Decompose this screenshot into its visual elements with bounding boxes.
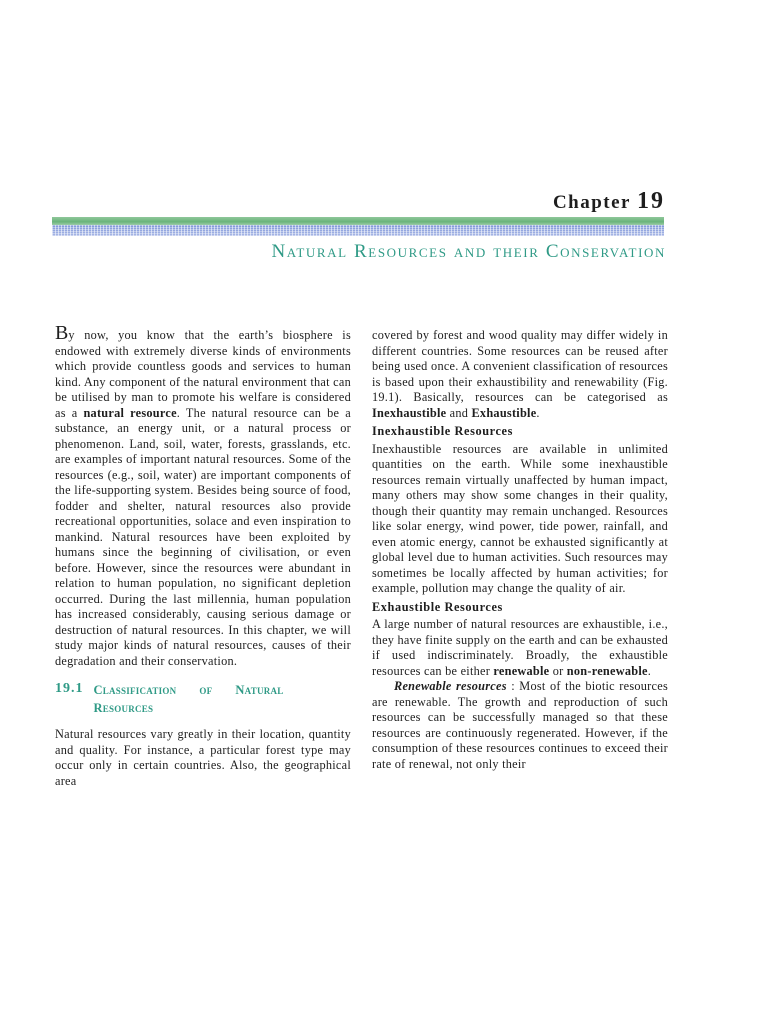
left-column	[55, 322, 351, 789]
chapter-banner-texture	[52, 225, 664, 236]
term-exhaustible: Exhaustible	[471, 405, 537, 420]
intro-paragraph	[55, 322, 351, 669]
renewable-paragraph	[372, 679, 668, 772]
chapter-label	[520, 188, 665, 215]
inexhaustible-paragraph: Inexhaustible resources are available in unlimited quantities on the earth. While some inexhaustible resources remain virtually unaffected by human impact, many others may show some changes in their quality, though their quantity may remain unchanged. Resources like solar energy, wind power, tide power, rainfall, and even atomic energy, cannot be exhausted significantly at global level due to human activities. Such resources may sometimes be locally affected by human activities; for example, pollution may change the quality of air.	[372, 441, 668, 595]
section-title: Classification of Natural Resources	[93, 683, 284, 715]
term-natural-resource: natural resource	[83, 405, 177, 420]
chapter-title: Natural Resources and their Conservation	[271, 241, 666, 262]
section-paragraph: Natural resources vary greatly in their location, quantity and quality. For instance, a particular forest type may occur only in certain countries. Also, the geographical area	[55, 727, 351, 788]
sentence-end: .	[536, 405, 540, 420]
section-number: 19.1	[55, 681, 84, 696]
chapter-number: 19	[637, 188, 665, 214]
continued-paragraph	[372, 328, 668, 421]
chapter-banner-stripe	[52, 217, 664, 225]
term-inexhaustible: Inexhaustible	[372, 405, 447, 420]
subheading-exhaustible: Exhaustible Resources	[372, 599, 503, 614]
subheading-inexhaustible: Inexhaustible Resources	[372, 424, 513, 438]
exhaustible-text: A large number of natural resources are exhaustible, i.e., they have finite supply on the earth and can be exhausted if used indiscriminately. Broadly, the exhaustible resources can be either	[372, 617, 668, 678]
drop-cap: B	[55, 322, 69, 344]
right-column	[372, 328, 668, 772]
renewable-text: : Most of the biotic resources are renewable. The growth and reproduction of such resources can be successfully managed so that these resources are continuously regenerated. However, if the consumption of these resources continues to exceed their rate of renewal, not only their	[372, 679, 668, 771]
continued-text: covered by forest and wood quality may differ widely in different countries. Some resources can be reused after being used once. A convenient classification of resources is based upon their exhaustibility and renewability (Fig. 19.1). Basically, resources can be categorised as	[372, 328, 668, 404]
sentence-end-2: .	[647, 663, 652, 678]
chapter-word: Chapter	[552, 192, 631, 213]
exhaustible-paragraph	[372, 617, 668, 679]
intro-text-2: . The natural resource can be a substance, an energy unit, or a natural process or phenomenon. Land, soil, water, forests, grasslands, etc. are examples of important natural resources. Some of the resources (e.g., soil, water) are important components of the life-supporting system. Besides being source of food, fodder and shelter, natural resources also provide recreational opportunities, solace and even inspiration to mankind. Natural resources have been exploited by humans since the beginning of civilisation, or even before. However, since the resources were abundant in relation to human population, no significant depletion occurred. During the last millennia, human population has increased considerably, causing serious damage or destruction of natural resources. In this chapter, we will study major kinds of natural resources, causes of their degradation and their conservation.	[55, 405, 351, 668]
term-non-renewable: non-renewable	[566, 663, 648, 678]
conjunction-or: or	[549, 663, 567, 678]
term-renewable-resources: Renewable resources	[394, 679, 507, 693]
conjunction-and: and	[446, 405, 472, 420]
term-renewable: renewable	[493, 663, 550, 678]
intro-text-1: y now, you know that the earth’s biosphere is endowed with extremely diverse kinds of environments which provide countless goods and services to human kind. Any component of the natural environment that can be utilised by man to promote his welfare is considered as a	[55, 328, 351, 420]
section-heading	[55, 681, 351, 717]
